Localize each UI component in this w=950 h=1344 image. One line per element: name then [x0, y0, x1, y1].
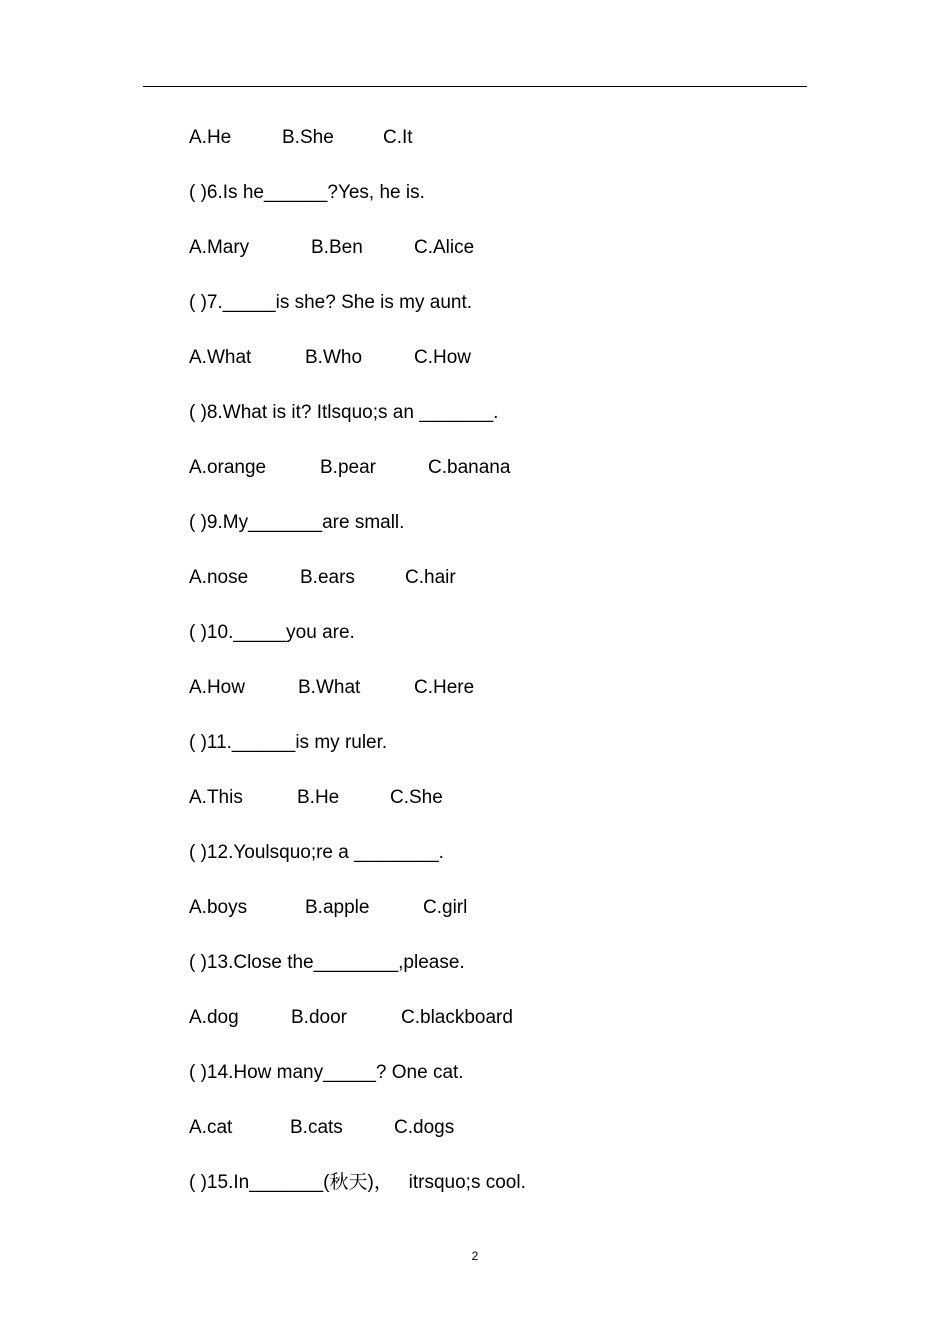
option-c: C.banana: [428, 457, 511, 478]
answer-options: [189, 344, 809, 399]
option-c: C.blackboard: [401, 1007, 513, 1028]
option-b: B.door: [291, 1007, 347, 1028]
option-b: B.ears: [300, 567, 355, 588]
answer-options: [189, 234, 809, 289]
option-a: A.boys: [189, 897, 248, 918]
option-c: C.It: [383, 127, 413, 148]
answer-options: [189, 1004, 809, 1059]
question-text: ( )15.In_______(秋天)， itrsquo;s cool.: [189, 1172, 526, 1193]
option-b: B.cats: [290, 1117, 343, 1138]
option-a: A.What: [189, 347, 252, 368]
option-c: C.She: [390, 787, 443, 808]
answer-options: [189, 674, 809, 729]
option-c: C.Here: [414, 677, 475, 698]
option-c: C.dogs: [394, 1117, 455, 1138]
question-text: ( )11.______is my ruler.: [189, 732, 388, 753]
question-text: ( )12.Youlsquo;re a ________.: [189, 842, 444, 863]
option-a: A.cat: [189, 1117, 233, 1138]
question-text: ( )14.How many_____? One cat.: [189, 1062, 464, 1083]
option-a: A.Mary: [189, 237, 250, 258]
header-rule: [143, 86, 807, 87]
option-c: C.Alice: [414, 237, 475, 258]
page-number: 2: [471, 1249, 479, 1263]
option-a: A.He: [189, 127, 232, 148]
answer-options: [189, 564, 809, 619]
question-text: ( )10._____you are.: [189, 622, 355, 643]
answer-options: [189, 894, 809, 949]
question-text: ( )6.Is he______?Yes, he is.: [189, 182, 425, 203]
answer-options: [189, 124, 809, 179]
option-b: B.He: [297, 787, 340, 808]
option-a: A.dog: [189, 1007, 239, 1028]
answer-options: [189, 454, 809, 509]
option-b: B.pear: [320, 457, 376, 478]
option-a: A.orange: [189, 457, 267, 478]
question-text: ( )9.My_______are small.: [189, 512, 405, 533]
question-text: ( )7._____is she? She is my aunt.: [189, 292, 473, 313]
option-c: C.How: [414, 347, 472, 368]
answer-options: [189, 1114, 809, 1169]
question-text: ( )13.Close the________,please.: [189, 952, 465, 973]
option-a: A.nose: [189, 567, 249, 588]
answer-options: [189, 784, 809, 839]
question-text: ( )8.What is it? Itlsquo;s an _______.: [189, 402, 499, 423]
option-b: B.apple: [305, 897, 370, 918]
option-b: B.She: [282, 127, 334, 148]
option-a: A.How: [189, 677, 245, 698]
option-a: A.This: [189, 787, 243, 808]
option-c: C.girl: [423, 897, 468, 918]
question-list: [189, 124, 809, 1224]
option-b: B.Who: [305, 347, 363, 368]
option-b: B.What: [298, 677, 361, 698]
option-c: C.hair: [405, 567, 456, 588]
option-b: B.Ben: [311, 237, 363, 258]
